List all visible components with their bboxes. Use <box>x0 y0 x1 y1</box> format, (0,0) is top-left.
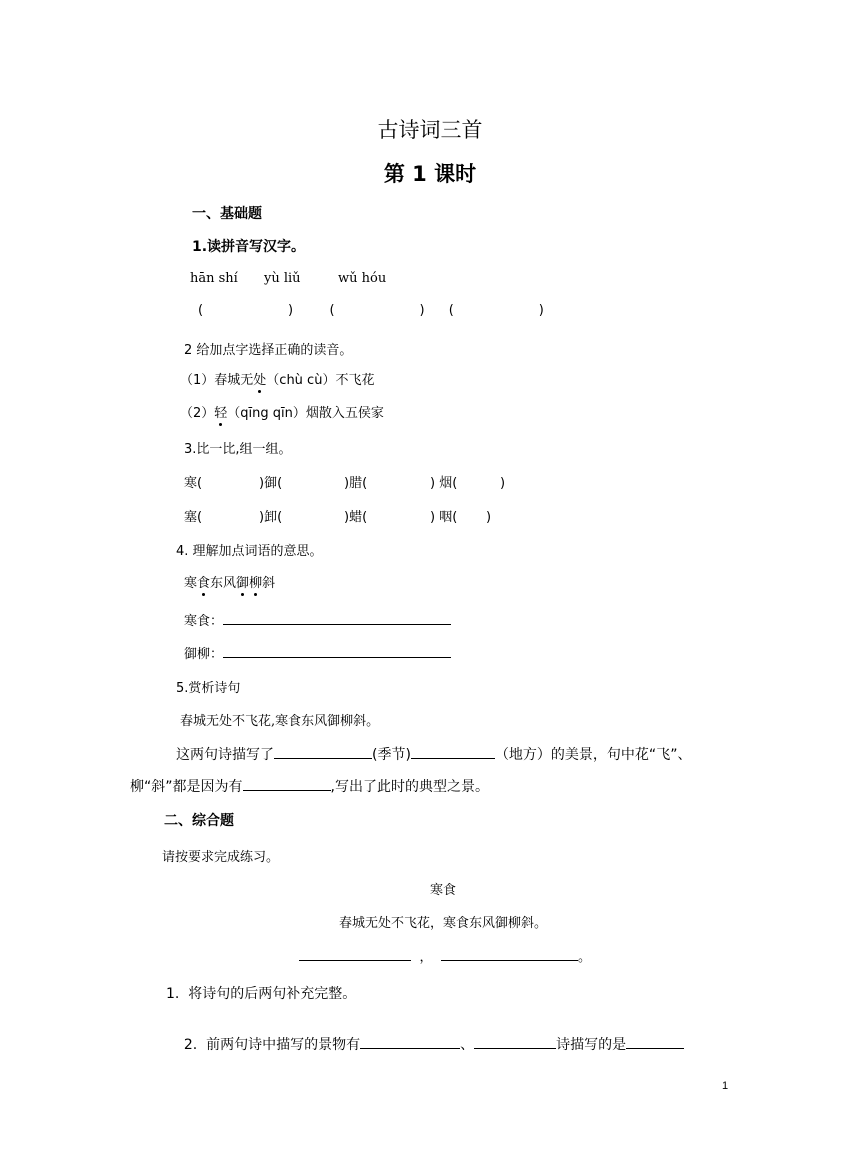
q5-text: (季节) <box>372 747 411 763</box>
page-subtitle: 第 1 课时 <box>383 162 477 186</box>
poem-char: 寒 <box>184 576 198 591</box>
q3-cell: ) <box>486 510 492 525</box>
q3-cell: ) 烟( <box>430 476 458 491</box>
answer-blank[interactable] <box>223 612 451 625</box>
q4-label: 4. 理解加点词语的意思。 <box>176 544 323 559</box>
dotted-char: 轻 <box>214 402 227 421</box>
place-blank[interactable] <box>411 746 495 759</box>
q4-poem-line <box>184 572 275 591</box>
s2-q2-text: 、 <box>460 1037 475 1053</box>
s2-q2-text: 诗描写的是 <box>556 1037 627 1053</box>
q3-cell: 塞( <box>184 510 203 525</box>
dotted-char: 食 <box>197 572 210 591</box>
dotted-char: 柳 <box>249 572 262 591</box>
q5-text: 这两句诗描写了 <box>176 747 274 763</box>
answer-blank[interactable] <box>223 645 451 658</box>
page-number: 1 <box>722 1080 729 1092</box>
s2-q2 <box>166 1018 684 1070</box>
q5-poem: 春城无处不飞花,寒食东风御柳斜。 <box>180 714 380 729</box>
s2-q2-text: 2. 前两句诗中描写的景物有 <box>183 1037 361 1053</box>
section1-heading: 一、基础题 <box>192 206 262 222</box>
s2-q1: 1. 将诗句的后两句补充完整。 <box>166 986 357 1002</box>
section2-heading: 二、综合题 <box>164 813 234 829</box>
q1-label: 1.读拼音写汉字。 <box>192 239 306 255</box>
q5-line-2 <box>130 776 489 796</box>
poem-blank-1[interactable] <box>299 948 411 961</box>
q3-row-1 <box>184 472 505 491</box>
comma: ， <box>419 950 433 965</box>
q3-cell: 寒( <box>184 476 203 491</box>
q5-label: 5.赏析诗句 <box>176 681 241 696</box>
q2-item-2-post: （qīng qīn）烟散入五侯家 <box>227 406 384 421</box>
pinyin-2: yù liǔ <box>264 271 301 286</box>
poem-chars: 东风 <box>210 576 237 591</box>
poem-blank-2[interactable] <box>441 948 578 961</box>
q2-item-2-pre: （2） <box>180 406 215 421</box>
q5-text: （地方）的美景，句中花“飞”、 <box>494 747 692 763</box>
poem-char: 斜 <box>262 576 276 591</box>
q3-cell: )卸( <box>259 510 283 525</box>
page-title: 古诗词三首 <box>377 118 483 142</box>
pinyin-1: hān shí <box>190 271 238 286</box>
q3-cell: )御( <box>259 476 283 491</box>
q2-item-1 <box>180 369 374 388</box>
q4-answer-1 <box>184 610 451 629</box>
q5-line-1 <box>176 744 691 764</box>
q2-item-2 <box>180 402 384 421</box>
q3-cell: )腊( <box>344 476 368 491</box>
reason-blank[interactable] <box>243 778 331 791</box>
q5-text: ,写出了此时的典型之景。 <box>330 779 489 795</box>
pinyin-3: wǔ hóu <box>338 271 387 286</box>
q1-blanks: ( ) ( ) ( ) <box>198 303 544 318</box>
q1-pinyin-row <box>190 271 386 286</box>
poem-line: 春城无处不飞花，寒食东风御柳斜。 <box>338 916 547 931</box>
q3-cell: ) 咽( <box>430 510 458 525</box>
season-blank[interactable] <box>274 746 372 759</box>
poem-blanks-row <box>299 946 591 965</box>
answer-label: 寒食： <box>184 614 224 629</box>
section2-intro: 请按要求完成练习。 <box>162 850 280 865</box>
period: 。 <box>578 950 592 965</box>
q3-row-2 <box>184 506 491 525</box>
answer-label: 御柳： <box>184 647 224 662</box>
poem-title: 寒食 <box>429 883 456 898</box>
q5-text: 柳“斜”都是因为有 <box>130 779 243 795</box>
q2-item-1-post: （chù cù）不飞花 <box>266 373 375 388</box>
dotted-char: 处 <box>253 369 266 388</box>
q2-label: 2 给加点字选择正确的读音。 <box>184 343 353 358</box>
dotted-char: 御 <box>236 572 249 591</box>
q4-answer-2 <box>184 643 451 662</box>
q3-cell: ) <box>500 476 506 491</box>
scenery-blank-2[interactable] <box>474 1036 556 1049</box>
q3-cell: )蜡( <box>344 510 368 525</box>
describe-blank[interactable] <box>626 1036 684 1049</box>
q2-item-1-pre: （1）春城无 <box>180 373 254 388</box>
scenery-blank-1[interactable] <box>360 1036 460 1049</box>
q3-label: 3.比一比,组一组。 <box>184 442 292 457</box>
